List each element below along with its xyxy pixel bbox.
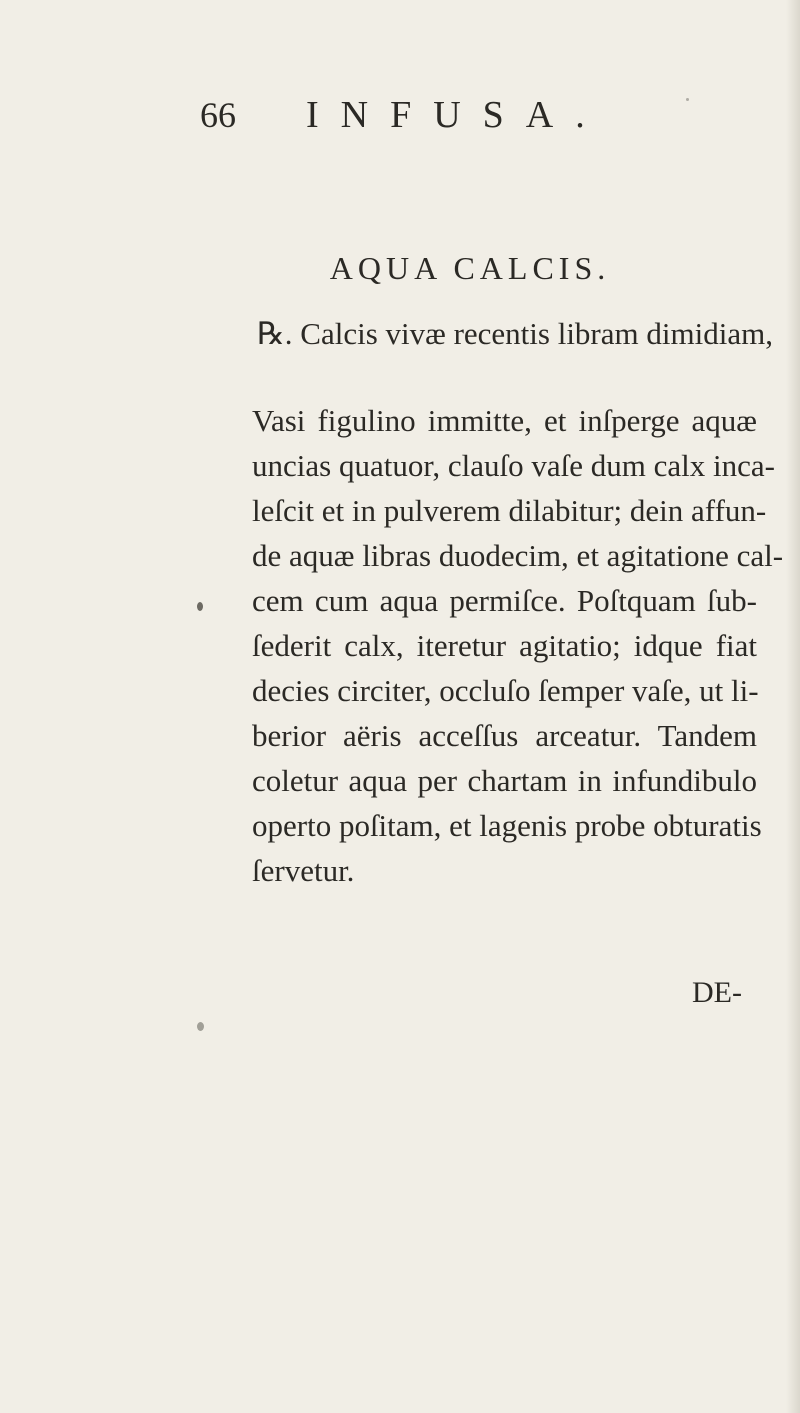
body-line: operto poſitam, et lagenis probe obturatis — [252, 808, 762, 843]
body-line: cem cum aqua permiſce. Poſtquam ſub- — [252, 583, 757, 618]
ink-speck — [197, 602, 203, 611]
recipe-line: ℞. Calcis vivæ recentis libram dimidiam, — [257, 316, 773, 351]
body-line: leſcit et in pulverem dilabitur; dein affun- — [252, 493, 767, 528]
body-line: Vasi figulino immitte, et inſperge aquæ — [252, 403, 757, 438]
running-title: INFUSA. — [306, 94, 607, 136]
body-line: uncias quatuor, clauſo vaſe dum calx inca- — [252, 448, 775, 483]
ink-speck — [197, 1022, 204, 1031]
body-line: coletur aqua per chartam in infundibulo — [252, 763, 757, 798]
body-line: de aquæ libras duodecim, et agitatione cal- — [252, 538, 784, 573]
ink-speck — [686, 98, 689, 101]
page-edge-shadow — [786, 0, 800, 1413]
body-line: decies circiter, occluſo ſemper vaſe, ut li- — [252, 673, 759, 708]
running-head — [200, 90, 720, 140]
catchword: DE- — [692, 976, 742, 1009]
section-heading: AQUA CALCIS. — [329, 250, 611, 286]
body-line: ſederit calx, iteretur agitatio; idque fiat — [252, 628, 757, 663]
page-number: 66 — [200, 95, 236, 135]
body-line: ſervetur. — [252, 853, 355, 888]
body-paragraph — [252, 398, 784, 893]
body-line: berior aëris acceſſus arceatur. Tandem — [252, 718, 757, 753]
